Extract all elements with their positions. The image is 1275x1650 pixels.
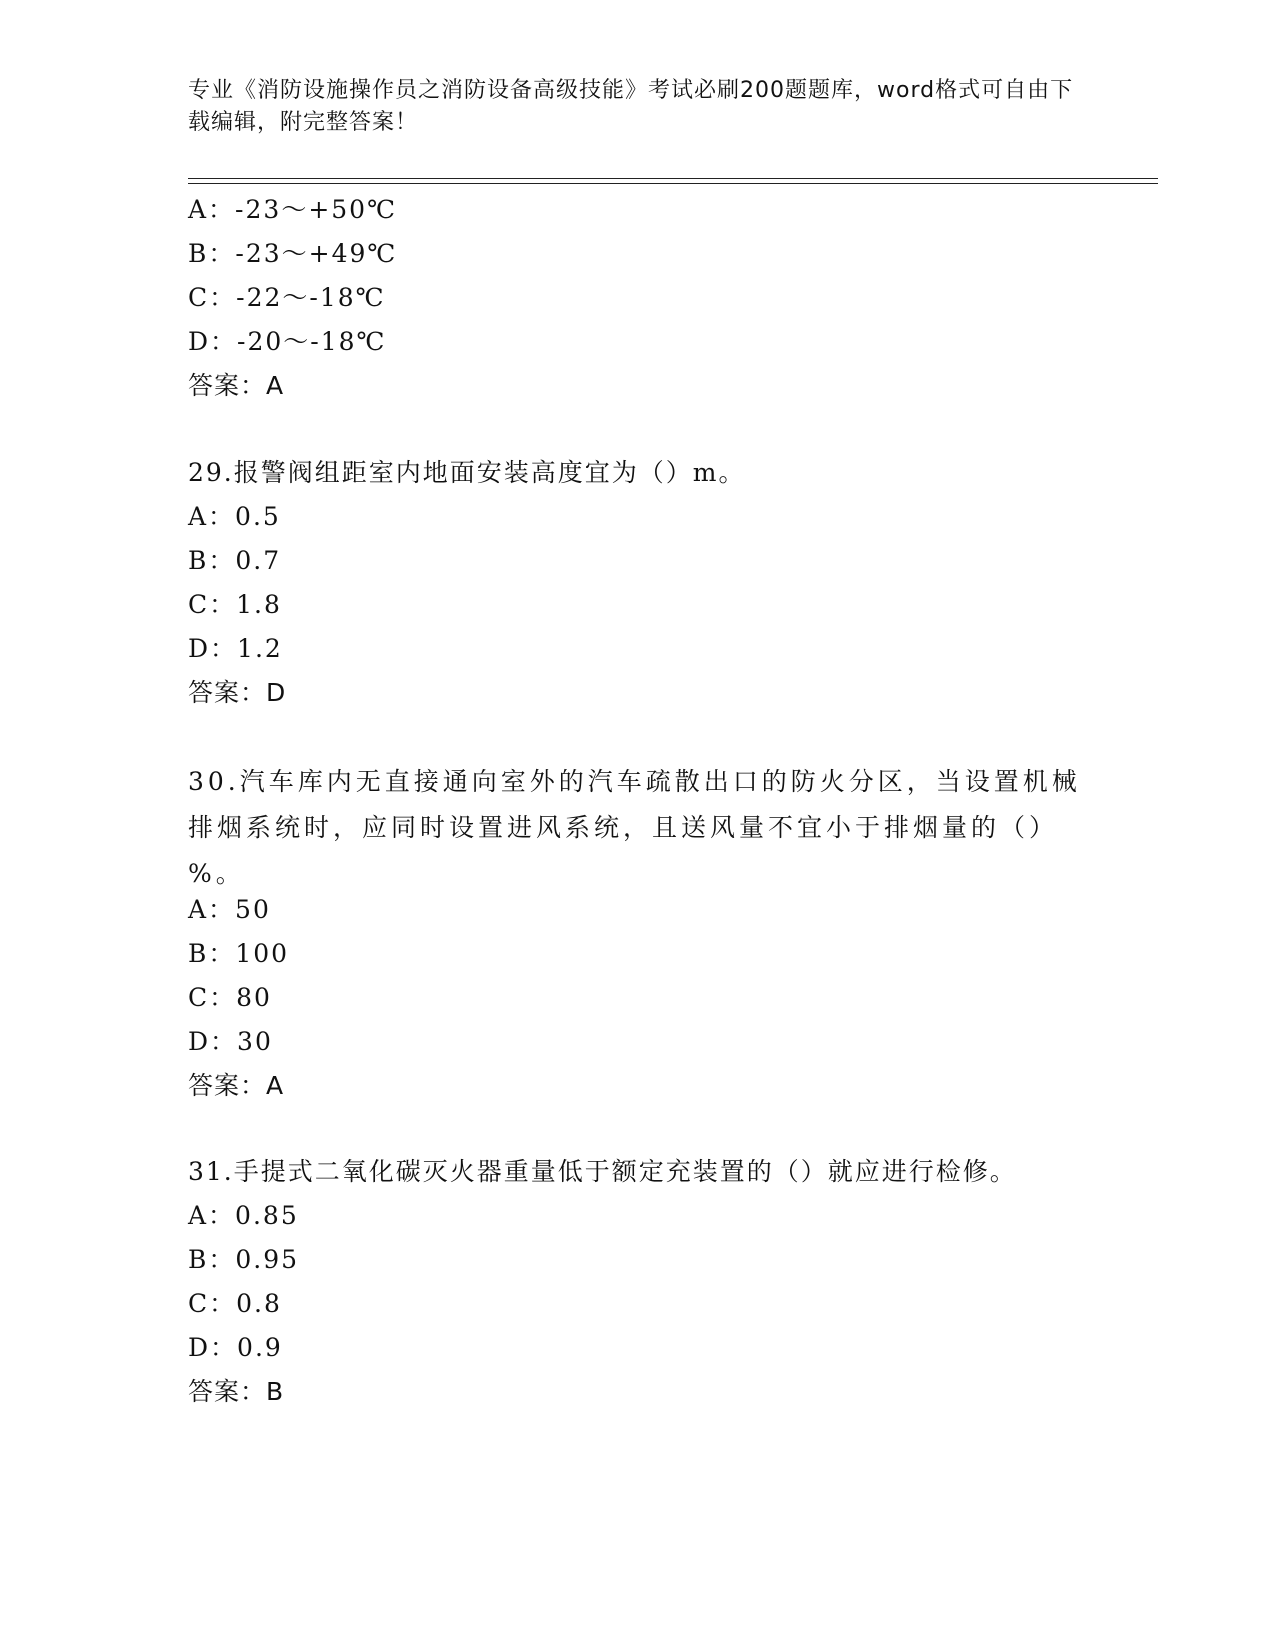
question-stem: 29.报警阀组距室内地面安装高度宜为（）m。 [188, 458, 746, 487]
option-c: C：1.8 [188, 590, 282, 619]
option-b: B：0.95 [188, 1245, 300, 1274]
option-a: A：0.85 [188, 1201, 299, 1230]
option-c: C：-22～-18℃ [188, 283, 386, 312]
question-stem: 30.汽车库内无直接通向室外的汽车疏散出口的防火分区，当设置机械排烟系统时，应同时设置进风系统，且送风量不宜小于排烟量的（）%。 [188, 767, 1081, 888]
answer: 答案：A [188, 371, 285, 400]
document-header: 专业《消防设施操作员之消防设备高级技能》考试必刷200题题库，word格式可自由下载编辑，附完整答案！ [188, 78, 1074, 135]
option-d: D：0.9 [188, 1333, 283, 1362]
header-divider-top [188, 178, 1158, 179]
answer: 答案：D [188, 678, 287, 707]
option-d: D：30 [188, 1027, 273, 1056]
option-b: B：-23～+49℃ [188, 239, 398, 268]
option-c: C：0.8 [188, 1289, 282, 1318]
question-stem: 31.手提式二氧化碳灭火器重量低于额定充装置的（）就应进行检修。 [188, 1157, 1017, 1186]
header-divider-bottom [188, 183, 1158, 184]
option-b: B：100 [188, 939, 290, 968]
option-c: C：80 [188, 983, 272, 1012]
option-b: B：0.7 [188, 546, 282, 575]
option-a: A：50 [188, 895, 271, 924]
option-d: D：1.2 [188, 634, 283, 663]
option-a: A：0.5 [188, 502, 281, 531]
option-d: D：-20～-18℃ [188, 327, 387, 356]
option-a: A：-23～+50℃ [188, 195, 398, 224]
answer: 答案：B [188, 1377, 285, 1406]
answer: 答案：A [188, 1071, 285, 1100]
